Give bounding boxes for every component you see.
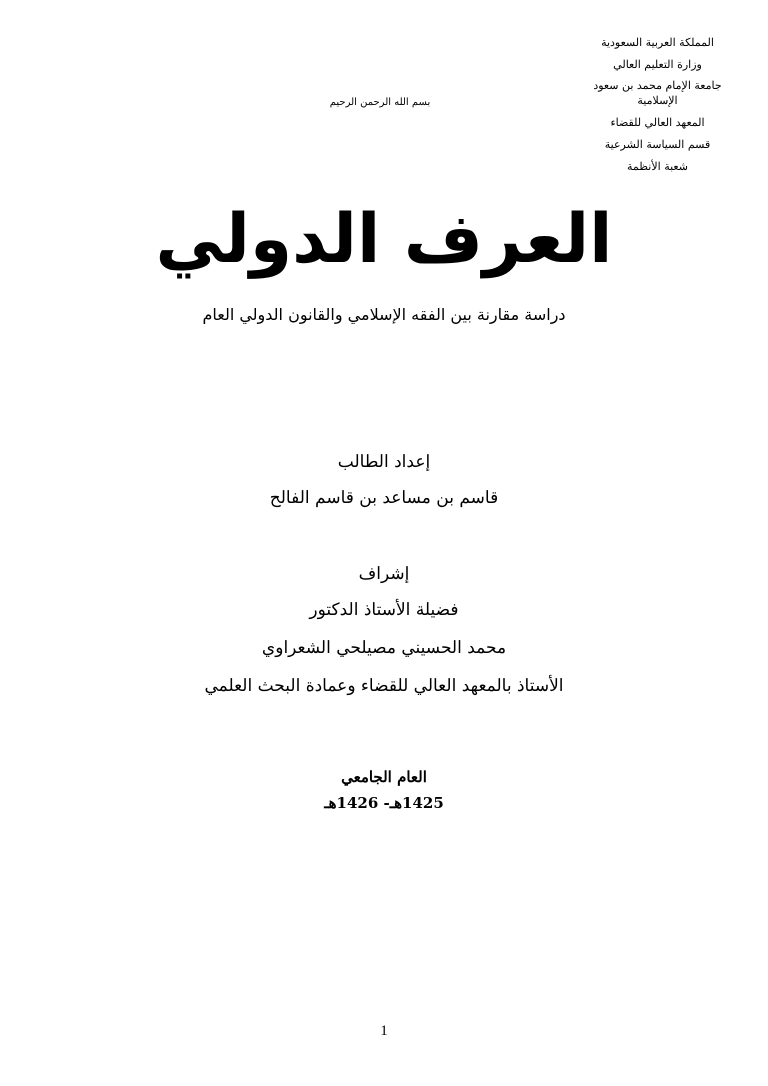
supervisor-position: الأستاذ بالمعهد العالي للقضاء وعمادة البحث العلمي <box>204 676 564 696</box>
institute-line: المعهد العالي للقضاء <box>610 116 705 129</box>
prepared-by-label: إعداد الطالب <box>337 452 431 472</box>
ministry-line: وزارة التعليم العالي <box>613 58 702 71</box>
academic-year-label: العام الجامعي <box>341 768 427 786</box>
university-line: جامعة الإمام محمد بن سعود الإسلامية <box>593 79 722 107</box>
division-line: شعبة الأنظمة <box>627 160 688 173</box>
supervisor-name: محمد الحسيني مصيلحي الشعراوي <box>261 638 507 658</box>
document-title: العرف الدولي <box>155 200 613 279</box>
supervisor-honorific: فضيلة الأستاذ الدكتور <box>309 600 459 620</box>
department-line: قسم السياسة الشرعية <box>604 138 711 151</box>
academic-year-value: 1425هـ- 1426هـ <box>324 794 444 812</box>
student-name: قاسم بن مساعد بن قاسم الفالح <box>269 488 499 508</box>
document-subtitle: دراسة مقارنة بين الفقه الإسلامي والقانون الدولي العام <box>202 305 566 324</box>
country-line: المملكة العربية السعودية <box>601 36 714 49</box>
supervision-label: إشراف <box>358 564 410 584</box>
basmala: بسم الله الرحمن الرحيم <box>329 97 431 108</box>
institution-header <box>585 32 730 178</box>
page-number: 1 <box>380 1023 388 1039</box>
